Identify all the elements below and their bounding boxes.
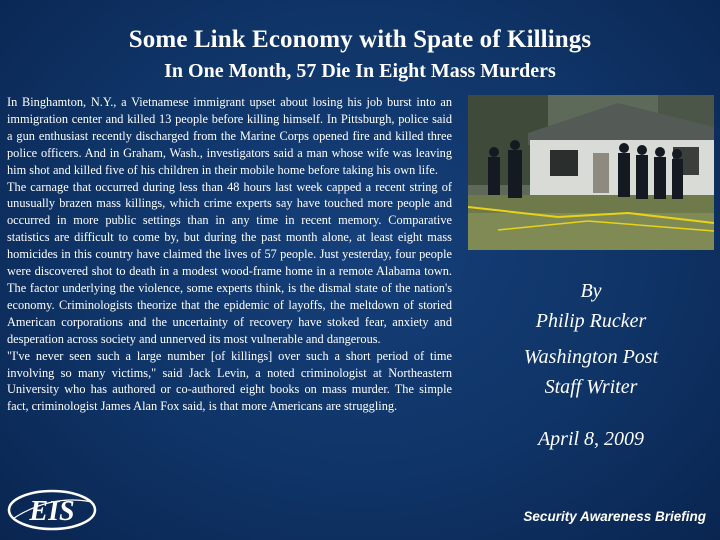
article-paragraph: The carnage that occurred during less than 48 hours last week capped a recent string of unusually brazen mass killings, which crime experts say have touched more people and occurred in more public settings than in any time in recent memory. Comparative statistics are difficult to come by, but during the past month alone, at least eight mass homicides in this country have claimed the lives of 57 people. Just yesterday, four people were discovered shot to death in a modest wood-frame home in a remote Alabama town. The factor underlying the violence, some experts think, is the dismal state of the nation's economy. Criminologists theorize that the epidemic of layoffs, the meltdown of storied American corporations and the uncertainty of recovery have stoked fear, anxiety and desperation across society and unnerved its most vulnerable and dangerous. [7,179,452,346]
article-paragraph: "I've never seen such a large number [of killings] over such a short period of time involving so many victims," said Jack Levin, a noted criminologist at Northeastern University who has authored or co-authored eight books on mass murder. The simple fact, criminologist James Alan Fox said, is that more Americans are struggling. [7,348,452,414]
publication-date: April 8, 2009 [537,428,645,450]
byline-author: Philip Rucker [535,310,647,332]
slide-title: Some Link Economy with Spate of Killings [128,26,592,53]
crime-scene-photo [468,95,714,250]
byline-by: By [580,280,602,302]
byline-author-block [468,276,714,336]
byline-publication: Washington Post [523,346,659,368]
logo-text: EIS [29,496,75,527]
slide-subtitle: In One Month, 57 Die In Eight Mass Murders [164,60,556,82]
eis-logo [6,488,98,532]
article-paragraph: In Binghamton, N.Y., a Vietnamese immigrant upset about losing his job burst into an immigration center and killed 13 people before killing himself. In Pittsburgh, police said a gun enthusiast recently discharged from the Marine Corps opened fire and killed three police officers. And in Graham, Wash., investigators said a man whose wife was leaving him shot and killed five of his children in their mobile home before taking his own life. [7,95,452,177]
footer-label: Security Awareness Briefing [523,509,706,524]
byline-publication-block [468,342,714,402]
article-body [7,94,452,415]
byline-role: Staff Writer [544,376,638,398]
